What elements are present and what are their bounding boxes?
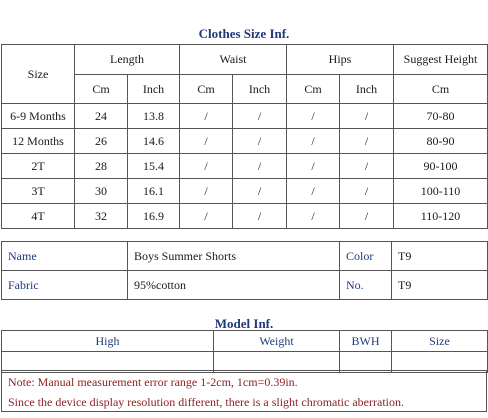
no-label: No. xyxy=(340,271,392,300)
subheader-length-inch: Inch xyxy=(128,75,180,104)
header-waist: Waist xyxy=(180,45,287,75)
hips-inch-cell: / xyxy=(340,104,394,129)
hips-cm-cell: / xyxy=(287,179,340,204)
waist-inch-cell: / xyxy=(233,179,287,204)
subheader-waist-cm: Cm xyxy=(180,75,233,104)
hips-inch-cell: / xyxy=(340,179,394,204)
size-subheader-row xyxy=(2,75,488,104)
size-header-row xyxy=(2,45,488,75)
length-cm-cell: 28 xyxy=(75,154,128,179)
subheader-hips-cm: Cm xyxy=(287,75,340,104)
header-hips: Hips xyxy=(287,45,394,75)
model-header-row xyxy=(2,331,488,352)
waist-cm-cell: / xyxy=(180,154,233,179)
waist-cm-cell: / xyxy=(180,129,233,154)
table-row xyxy=(2,104,488,129)
waist-cm-cell: / xyxy=(180,179,233,204)
waist-cm-cell: / xyxy=(180,204,233,229)
length-inch-cell: 14.6 xyxy=(128,129,180,154)
length-cm-cell: 24 xyxy=(75,104,128,129)
hips-inch-cell: / xyxy=(340,129,394,154)
name-value: Boys Summer Shorts xyxy=(128,242,340,271)
length-inch-cell: 16.9 xyxy=(128,204,180,229)
waist-cm-cell: / xyxy=(180,104,233,129)
product-info-table xyxy=(1,241,488,300)
height-cell: 100-110 xyxy=(394,179,488,204)
size-cell: 6-9 Months xyxy=(2,104,75,129)
model-info-title: Model Inf. xyxy=(214,316,274,331)
size-chart-table xyxy=(1,44,488,229)
size-cell: 3T xyxy=(2,179,75,204)
waist-inch-cell: / xyxy=(233,154,287,179)
fabric-label: Fabric xyxy=(2,271,128,300)
table-row xyxy=(2,154,488,179)
header-size: Size xyxy=(2,45,75,104)
waist-inch-cell: / xyxy=(233,204,287,229)
hips-cm-cell: / xyxy=(287,204,340,229)
size-cell: 12 Months xyxy=(2,129,75,154)
name-label: Name xyxy=(2,242,128,271)
notes-box xyxy=(1,370,487,412)
table-row xyxy=(2,129,488,154)
length-cm-cell: 30 xyxy=(75,179,128,204)
height-cell: 80-90 xyxy=(394,129,488,154)
note-measurement: Note: Manual measurement error range 1-2cm, 1cm=0.39in. xyxy=(8,375,298,389)
no-value: T9 xyxy=(392,271,488,300)
header-suggest-height: Suggest Height xyxy=(394,45,488,75)
fabric-value: 95%cotton xyxy=(128,271,340,300)
subheader-height-cm: Cm xyxy=(394,75,488,104)
length-cm-cell: 26 xyxy=(75,129,128,154)
height-cell: 70-80 xyxy=(394,104,488,129)
size-cell: 4T xyxy=(2,204,75,229)
hips-cm-cell: / xyxy=(287,154,340,179)
size-cell: 2T xyxy=(2,154,75,179)
model-info-table xyxy=(1,330,488,373)
product-fabric-row xyxy=(2,271,488,300)
waist-inch-cell: / xyxy=(233,129,287,154)
length-inch-cell: 16.1 xyxy=(128,179,180,204)
hips-inch-cell: / xyxy=(340,154,394,179)
waist-inch-cell: / xyxy=(233,104,287,129)
table-row xyxy=(2,179,488,204)
size-chart-title: Clothes Size Inf. xyxy=(198,26,290,41)
height-cell: 90-100 xyxy=(394,154,488,179)
color-label: Color xyxy=(340,242,392,271)
model-header-weight: Weight xyxy=(214,331,340,352)
hips-cm-cell: / xyxy=(287,104,340,129)
height-cell: 110-120 xyxy=(394,204,488,229)
model-header-bwh: BWH xyxy=(340,331,392,352)
hips-cm-cell: / xyxy=(287,129,340,154)
length-cm-cell: 32 xyxy=(75,204,128,229)
hips-inch-cell: / xyxy=(340,204,394,229)
note-chromatic: Since the device display resolution different, there is a slight chromatic aberration. xyxy=(8,395,404,409)
header-length: Length xyxy=(75,45,180,75)
subheader-hips-inch: Inch xyxy=(340,75,394,104)
color-value: T9 xyxy=(392,242,488,271)
subheader-length-cm: Cm xyxy=(75,75,128,104)
model-header-size: Size xyxy=(392,331,488,352)
model-header-high: High xyxy=(2,331,214,352)
product-name-row xyxy=(2,242,488,271)
table-row xyxy=(2,204,488,229)
length-inch-cell: 13.8 xyxy=(128,104,180,129)
length-inch-cell: 15.4 xyxy=(128,154,180,179)
subheader-waist-inch: Inch xyxy=(233,75,287,104)
